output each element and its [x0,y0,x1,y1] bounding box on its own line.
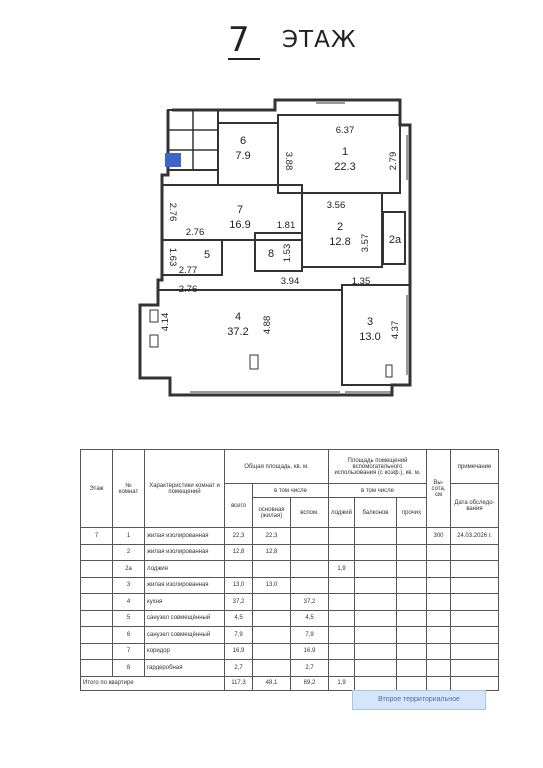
cell-n: 1 [113,528,145,545]
cell-aux: 2,7 [291,660,329,677]
cell-all: 7,9 [225,627,253,644]
total-loggia: 1,9 [329,676,355,690]
dim-277: 2.77 [178,265,198,276]
cell-height [427,643,451,660]
cell-date [451,577,499,594]
cell-height [427,577,451,594]
th-room-no: № комнат [113,450,145,528]
room-3-area: 13.0 [359,331,381,343]
cell-floor [81,643,113,660]
cell-floor [81,561,113,578]
cell-all [225,561,253,578]
dim-276c: 2.76 [178,284,198,295]
cell-aux: 7,9 [291,627,329,644]
cell-name: лоджия [145,561,225,578]
cell-empty [397,594,427,611]
cell-living [253,643,291,660]
th-living: основная (жилая) [253,498,291,528]
cell-empty [397,643,427,660]
cell-living [253,561,291,578]
cell-all: 16,9 [225,643,253,660]
th-character: Характеристики комнат и помещений [145,450,225,528]
table-row [81,577,499,594]
blue-marker [165,153,181,167]
dim-414: 4.14 [160,312,171,332]
cell-living: 12,8 [253,544,291,561]
cell-empty [397,544,427,561]
th-total-area: Общая площадь, кв. м. [225,450,329,484]
cell-loggia [329,544,355,561]
explication-table [80,449,499,691]
cell-empty [397,660,427,677]
cell-floor [81,594,113,611]
cell-aux [291,528,329,545]
room-2-num: 2 [336,221,344,233]
cell-empty [355,577,397,594]
th-other: прочих [397,498,427,528]
room-6-num: 6 [239,135,247,147]
cell-floor [81,610,113,627]
floor-number: 7 [228,20,250,60]
cell-loggia: 1,9 [329,561,355,578]
cell-n: 4 [113,594,145,611]
cell-all: 37,2 [225,594,253,611]
cell-height [427,594,451,611]
cell-n: 7 [113,643,145,660]
cell-date [451,610,499,627]
cell-name: санузел совмещённый [145,610,225,627]
cell-empty [355,627,397,644]
explication-table-wrap [80,449,499,691]
dim-181: 1.81 [276,220,296,231]
stamp: Второе территориальное [352,690,486,710]
room-3-num: 3 [366,316,374,328]
floor-title [228,20,428,60]
cell-loggia [329,660,355,677]
dim-276a: 2.76 [167,202,178,222]
dim-357: 3.57 [360,233,371,253]
cell-loggia [329,610,355,627]
cell-empty [355,594,397,611]
dim-163: 1.63 [167,247,178,267]
floor-plan [130,95,420,400]
cell-date [451,544,499,561]
room-4-area: 37.2 [227,326,249,338]
room-1-num: 1 [341,146,349,158]
total-aux: 69,2 [291,676,329,690]
cell-n: 2 [113,544,145,561]
cell-living: 22,3 [253,528,291,545]
cell-date [451,643,499,660]
room-4-walls [158,290,342,385]
table-row [81,594,499,611]
dim-388: 3.88 [283,151,294,171]
dim-437: 4.37 [390,320,401,340]
cell-all: 4,5 [225,610,253,627]
cell-floor: 7 [81,528,113,545]
dim-356: 3.56 [326,200,346,211]
cell-living: 13,0 [253,577,291,594]
cell-loggia [329,577,355,594]
total-row [81,676,499,690]
cell-name: санузел совмещённый [145,627,225,644]
cell-empty [355,561,397,578]
cell-name: коридор [145,643,225,660]
th-height: Вы-сота, см [427,450,451,528]
dim-637: 6.37 [335,125,355,136]
room-6-area: 7.9 [235,150,251,162]
cell-loggia [329,643,355,660]
th-floor: Этаж [81,450,113,528]
cell-loggia [329,594,355,611]
room-2-area: 12.8 [329,236,351,248]
cell-height [427,627,451,644]
cell-height [427,660,451,677]
th-loggia: лоджий [329,498,355,528]
dim-135: 1.35 [351,276,371,287]
floor-number-underline [228,58,260,60]
cell-loggia [329,528,355,545]
cell-date: 24.03.2026 г. [451,528,499,545]
cell-height [427,561,451,578]
table-row [81,627,499,644]
cell-n: 5 [113,610,145,627]
cell-aux [291,561,329,578]
cell-all: 22,3 [225,528,253,545]
table-row [81,561,499,578]
total-label: Итого по квартире [81,676,225,690]
cell-n: 8 [113,660,145,677]
cell-name: жилая изолированная [145,544,225,561]
cell-floor [81,627,113,644]
room-8-num: 8 [267,248,275,260]
room-7-area: 16.9 [229,219,251,231]
cell-date [451,627,499,644]
dim-276b: 2.76 [185,227,205,238]
cell-floor [81,577,113,594]
cell-date [451,660,499,677]
cell-empty [397,610,427,627]
cell-date [451,561,499,578]
cell-height [427,610,451,627]
cell-name: гардеробная [145,660,225,677]
cell-aux [291,577,329,594]
table-row [81,643,499,660]
cell-empty [355,544,397,561]
dim-153: 1.53 [282,243,293,263]
cell-name: кухня [145,594,225,611]
table-row [81,610,499,627]
th-auxil: вспом. [291,498,329,528]
cell-name: жилая изолированная [145,577,225,594]
cell-floor [81,544,113,561]
th-incl1: в том числе [253,484,329,498]
cell-living [253,610,291,627]
total-all: 117,3 [225,676,253,690]
room-7-num: 7 [236,204,244,216]
room-4-num: 4 [234,311,242,323]
cell-floor [81,660,113,677]
room-8-walls [255,233,302,271]
cell-empty [397,528,427,545]
cell-date [451,594,499,611]
th-survey-date: Дата обследо-вания [451,484,499,528]
cell-n: 6 [113,627,145,644]
cell-aux: 16,9 [291,643,329,660]
cell-name: жилая изолированная [145,528,225,545]
cell-n: 3 [113,577,145,594]
cell-loggia [329,627,355,644]
cell-living [253,660,291,677]
cell-empty [355,610,397,627]
dim-394: 3.94 [280,276,300,287]
th-balcony: балконов [355,498,397,528]
cell-all: 12,8 [225,544,253,561]
cell-empty [355,660,397,677]
th-note: примечание [451,450,499,484]
cell-height: 300 [427,528,451,545]
cell-aux: 4,5 [291,610,329,627]
cell-empty [355,643,397,660]
cell-height [427,544,451,561]
floor-word: ЭТАЖ [282,27,357,53]
dim-279: 2.79 [388,151,399,171]
room-5-num: 5 [203,249,211,261]
cell-living [253,594,291,611]
cell-empty [397,627,427,644]
cell-empty [355,528,397,545]
cell-empty [397,561,427,578]
dim-488: 4.88 [262,315,273,335]
room-2a-num: 2a [388,234,402,246]
th-aux-area: Площадь помещений вспомогательного использования (с коэф.), кв. м. [329,450,427,484]
cell-all: 13,0 [225,577,253,594]
cell-empty [397,577,427,594]
table-body [81,528,499,677]
cell-aux: 37,2 [291,594,329,611]
cell-living [253,627,291,644]
cell-n: 2а [113,561,145,578]
cell-all: 2,7 [225,660,253,677]
total-living: 48,1 [253,676,291,690]
cell-aux [291,544,329,561]
table-row [81,528,499,545]
th-incl2: в том числе [329,484,427,498]
table-row [81,660,499,677]
th-all: всего [225,484,253,528]
table-row [81,544,499,561]
room-1-area: 22.3 [334,161,356,173]
